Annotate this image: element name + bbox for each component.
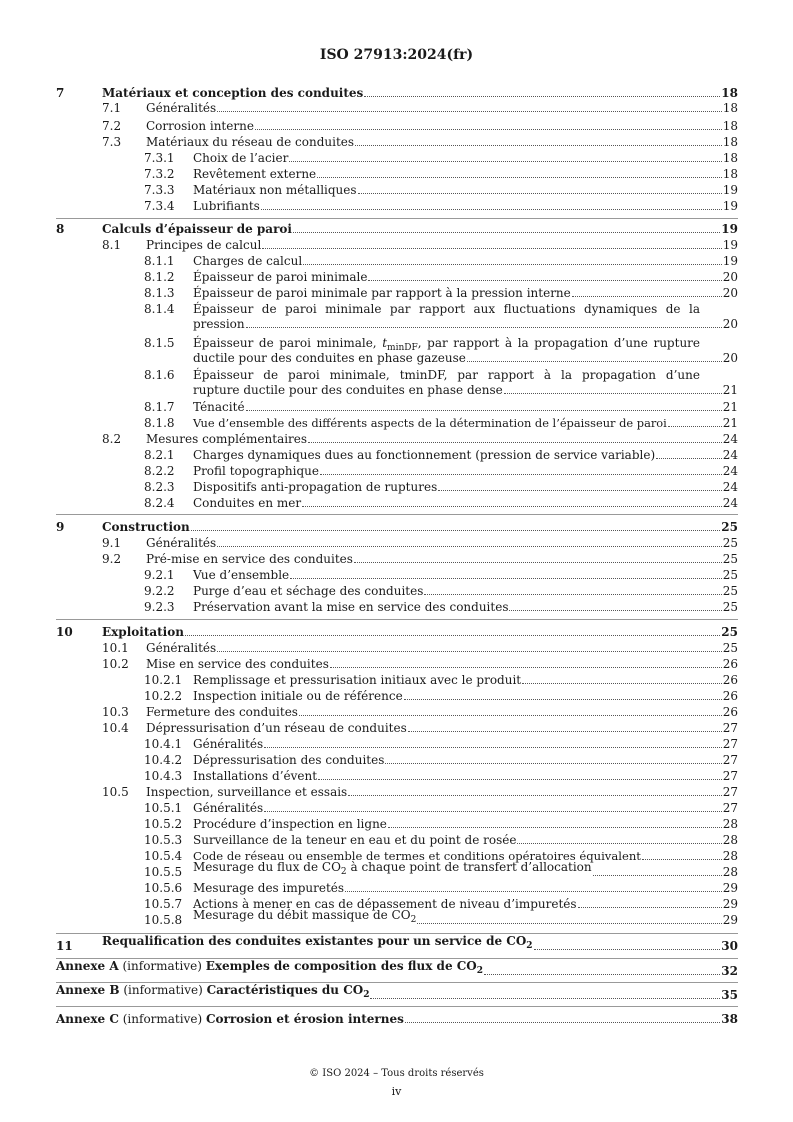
toc-entry-10-4-2[interactable]: 10.4.2 Dépressurisation des conduites 27	[144, 753, 738, 767]
toc-entry-10-3[interactable]: 10.3 Fermeture des conduites 26	[102, 705, 738, 719]
toc-entry-8-1[interactable]: 8.1 Principes de calcul 19	[102, 238, 738, 252]
toc-entry-9-2-1[interactable]: 9.2.1 Vue d’ensemble 25	[144, 568, 738, 582]
section-divider	[56, 1006, 738, 1007]
copyright-footer: © ISO 2024 – Tous droits réservés	[309, 1068, 484, 1079]
section-divider	[56, 514, 738, 515]
toc-entry-10-4-3[interactable]: 10.4.3 Installations d’évent 27	[144, 769, 738, 783]
toc-entry-7-3-3[interactable]: 7.3.3 Matériaux non métalliques 19	[144, 183, 738, 197]
toc-entry-10-5[interactable]: 10.5 Inspection, surveillance et essais 27	[102, 785, 738, 799]
toc-entry-10[interactable]: 10 Exploitation 25	[56, 625, 738, 639]
toc-entry-10-5-4[interactable]: 10.5.4 Code de réseau ou ensemble de termes et conditions opératoires équivalent 28	[144, 849, 738, 863]
toc-entry-10-1[interactable]: 10.1 Généralités 25	[102, 641, 738, 655]
toc-entry-10-5-7[interactable]: 10.5.7 Actions à mener en cas de dépassement de niveau d’impuretés 29	[144, 897, 738, 911]
toc-entry-10-2-1[interactable]: 10.2.1 Remplissage et pressurisation initiaux avec le produit 26	[144, 673, 738, 687]
toc-entry-8-1-1[interactable]: 8.1.1 Charges de calcul 19	[144, 254, 738, 268]
toc-entry-10-5-5[interactable]: 10.5.5 Mesurage du flux de $CO_2$ à chaque point de transfert d’allocation 28	[144, 860, 738, 879]
toc-entry-8-2-2[interactable]: 8.2.2 Profil topographique 24	[144, 464, 738, 478]
toc-entry-7-3[interactable]: 7.3 Matériaux du réseau de conduites 18	[102, 135, 738, 149]
document-title: ISO 27913:2024(fr)	[319, 47, 474, 63]
toc-entry-9-2-2[interactable]: 9.2.2 Purge d’eau et séchage des conduites 25	[144, 584, 738, 598]
toc-entry-10-5-3[interactable]: 10.5.3 Surveillance de la teneur en eau et du point de rosée 28	[144, 833, 738, 847]
toc-entry-8-1-2[interactable]: 8.1.2 Épaisseur de paroi minimale 20	[144, 270, 738, 284]
toc-entry-8-1-8[interactable]: 8.1.8 Vue d’ensemble des différents aspects de la détermination de l’épaisseur de paroi 21	[144, 416, 738, 430]
toc-entry-8-1-3[interactable]: 8.1.3 Épaisseur de paroi minimale par rapport à la pression interne 20	[144, 286, 738, 300]
toc-entry-8[interactable]: 8 Calculs d’épaisseur de paroi 19	[56, 222, 738, 236]
toc-entry-10-5-2[interactable]: 10.5.2 Procédure d’inspection en ligne 28	[144, 817, 738, 831]
toc-entry-10-5-8[interactable]: 10.5.8 Mesurage du débit massique de $CO_2$ 29	[144, 908, 738, 927]
toc-entry-7-3-2[interactable]: 7.3.2 Revêtement externe 18	[144, 167, 738, 181]
toc-entry-annex-c[interactable]: Annexe C (informative) Corrosion et érosion internes 38	[56, 1012, 738, 1026]
toc-entry-7-3-4[interactable]: 7.3.4 Lubrifiants 19	[144, 199, 738, 213]
toc-entry-10-5-6[interactable]: 10.5.6 Mesurage des impuretés 29	[144, 881, 738, 895]
toc-entry-annex-a[interactable]: Annexe A (informative) Exemples de composition des flux de $CO_2$ 32	[56, 959, 738, 978]
toc-entry-10-2-2[interactable]: 10.2.2 Inspection initiale ou de référence 26	[144, 689, 738, 703]
toc-entry-9[interactable]: 9 Construction 25	[56, 520, 738, 534]
toc-entry-11[interactable]: 11 Requalification des conduites existantes pour un service de $CO_2$ 30	[56, 934, 738, 953]
toc-entry-8-2-3[interactable]: 8.2.3 Dispositifs anti-propagation de ruptures 24	[144, 480, 738, 494]
toc-entry-7-1[interactable]: 7.1 Généralités 18	[102, 101, 738, 115]
toc-entry-8-2-1[interactable]: 8.2.1 Charges dynamiques dues au fonctionnement (pression de service variable) 24	[144, 448, 738, 462]
toc-entry-10-4[interactable]: 10.4 Dépressurisation d’un réseau de conduites 27	[102, 721, 738, 735]
toc-entry-8-2-4[interactable]: 8.2.4 Conduites en mer 24	[144, 496, 738, 510]
toc-entry-7-2[interactable]: 7.2 Corrosion interne 18	[102, 119, 738, 133]
toc-entry-7[interactable]: 7 Matériaux et conception des conduites 18	[56, 86, 738, 100]
toc-entry-9-1[interactable]: 9.1 Généralités 25	[102, 536, 738, 550]
page-number: iv	[391, 1085, 402, 1098]
toc-entry-10-5-1[interactable]: 10.5.1 Généralités 27	[144, 801, 738, 815]
section-divider	[56, 218, 738, 219]
toc-entry-8-1-7[interactable]: 8.1.7 Ténacité 21	[144, 400, 738, 414]
toc-entry-8-1-5[interactable]: 8.1.5 Épaisseur de paroi minimale, $t_{minDF}$, par rapport à la propagation d’une rupture ductile pour des conduites en phase gazeuse 20	[144, 336, 738, 365]
toc-entry-9-2[interactable]: 9.2 Pré-mise en service des conduites 25	[102, 552, 738, 566]
toc-entry-annex-b[interactable]: Annexe B (informative) Caractéristiques du $CO_2$ 35	[56, 983, 738, 1002]
toc-entry-7-3-1[interactable]: 7.3.1 Choix de l’acier 18	[144, 151, 738, 165]
toc-entry-8-1-4[interactable]: 8.1.4 Épaisseur de paroi minimale par rapport aux fluctuations dynamiques de la pression 20	[144, 302, 738, 331]
toc-entry-8-2[interactable]: 8.2 Mesures complémentaires 24	[102, 432, 738, 446]
toc-entry-10-4-1[interactable]: 10.4.1 Généralités 27	[144, 737, 738, 751]
toc-entry-9-2-3[interactable]: 9.2.3 Préservation avant la mise en service des conduites 25	[144, 600, 738, 614]
section-divider	[56, 619, 738, 620]
toc-entry-8-1-6[interactable]: 8.1.6 Épaisseur de paroi minimale, tminDF, par rapport à la propagation d’une rupture ductile pour des conduites en phase dense 21	[144, 368, 738, 397]
toc-entry-10-2[interactable]: 10.2 Mise en service des conduites 26	[102, 657, 738, 671]
